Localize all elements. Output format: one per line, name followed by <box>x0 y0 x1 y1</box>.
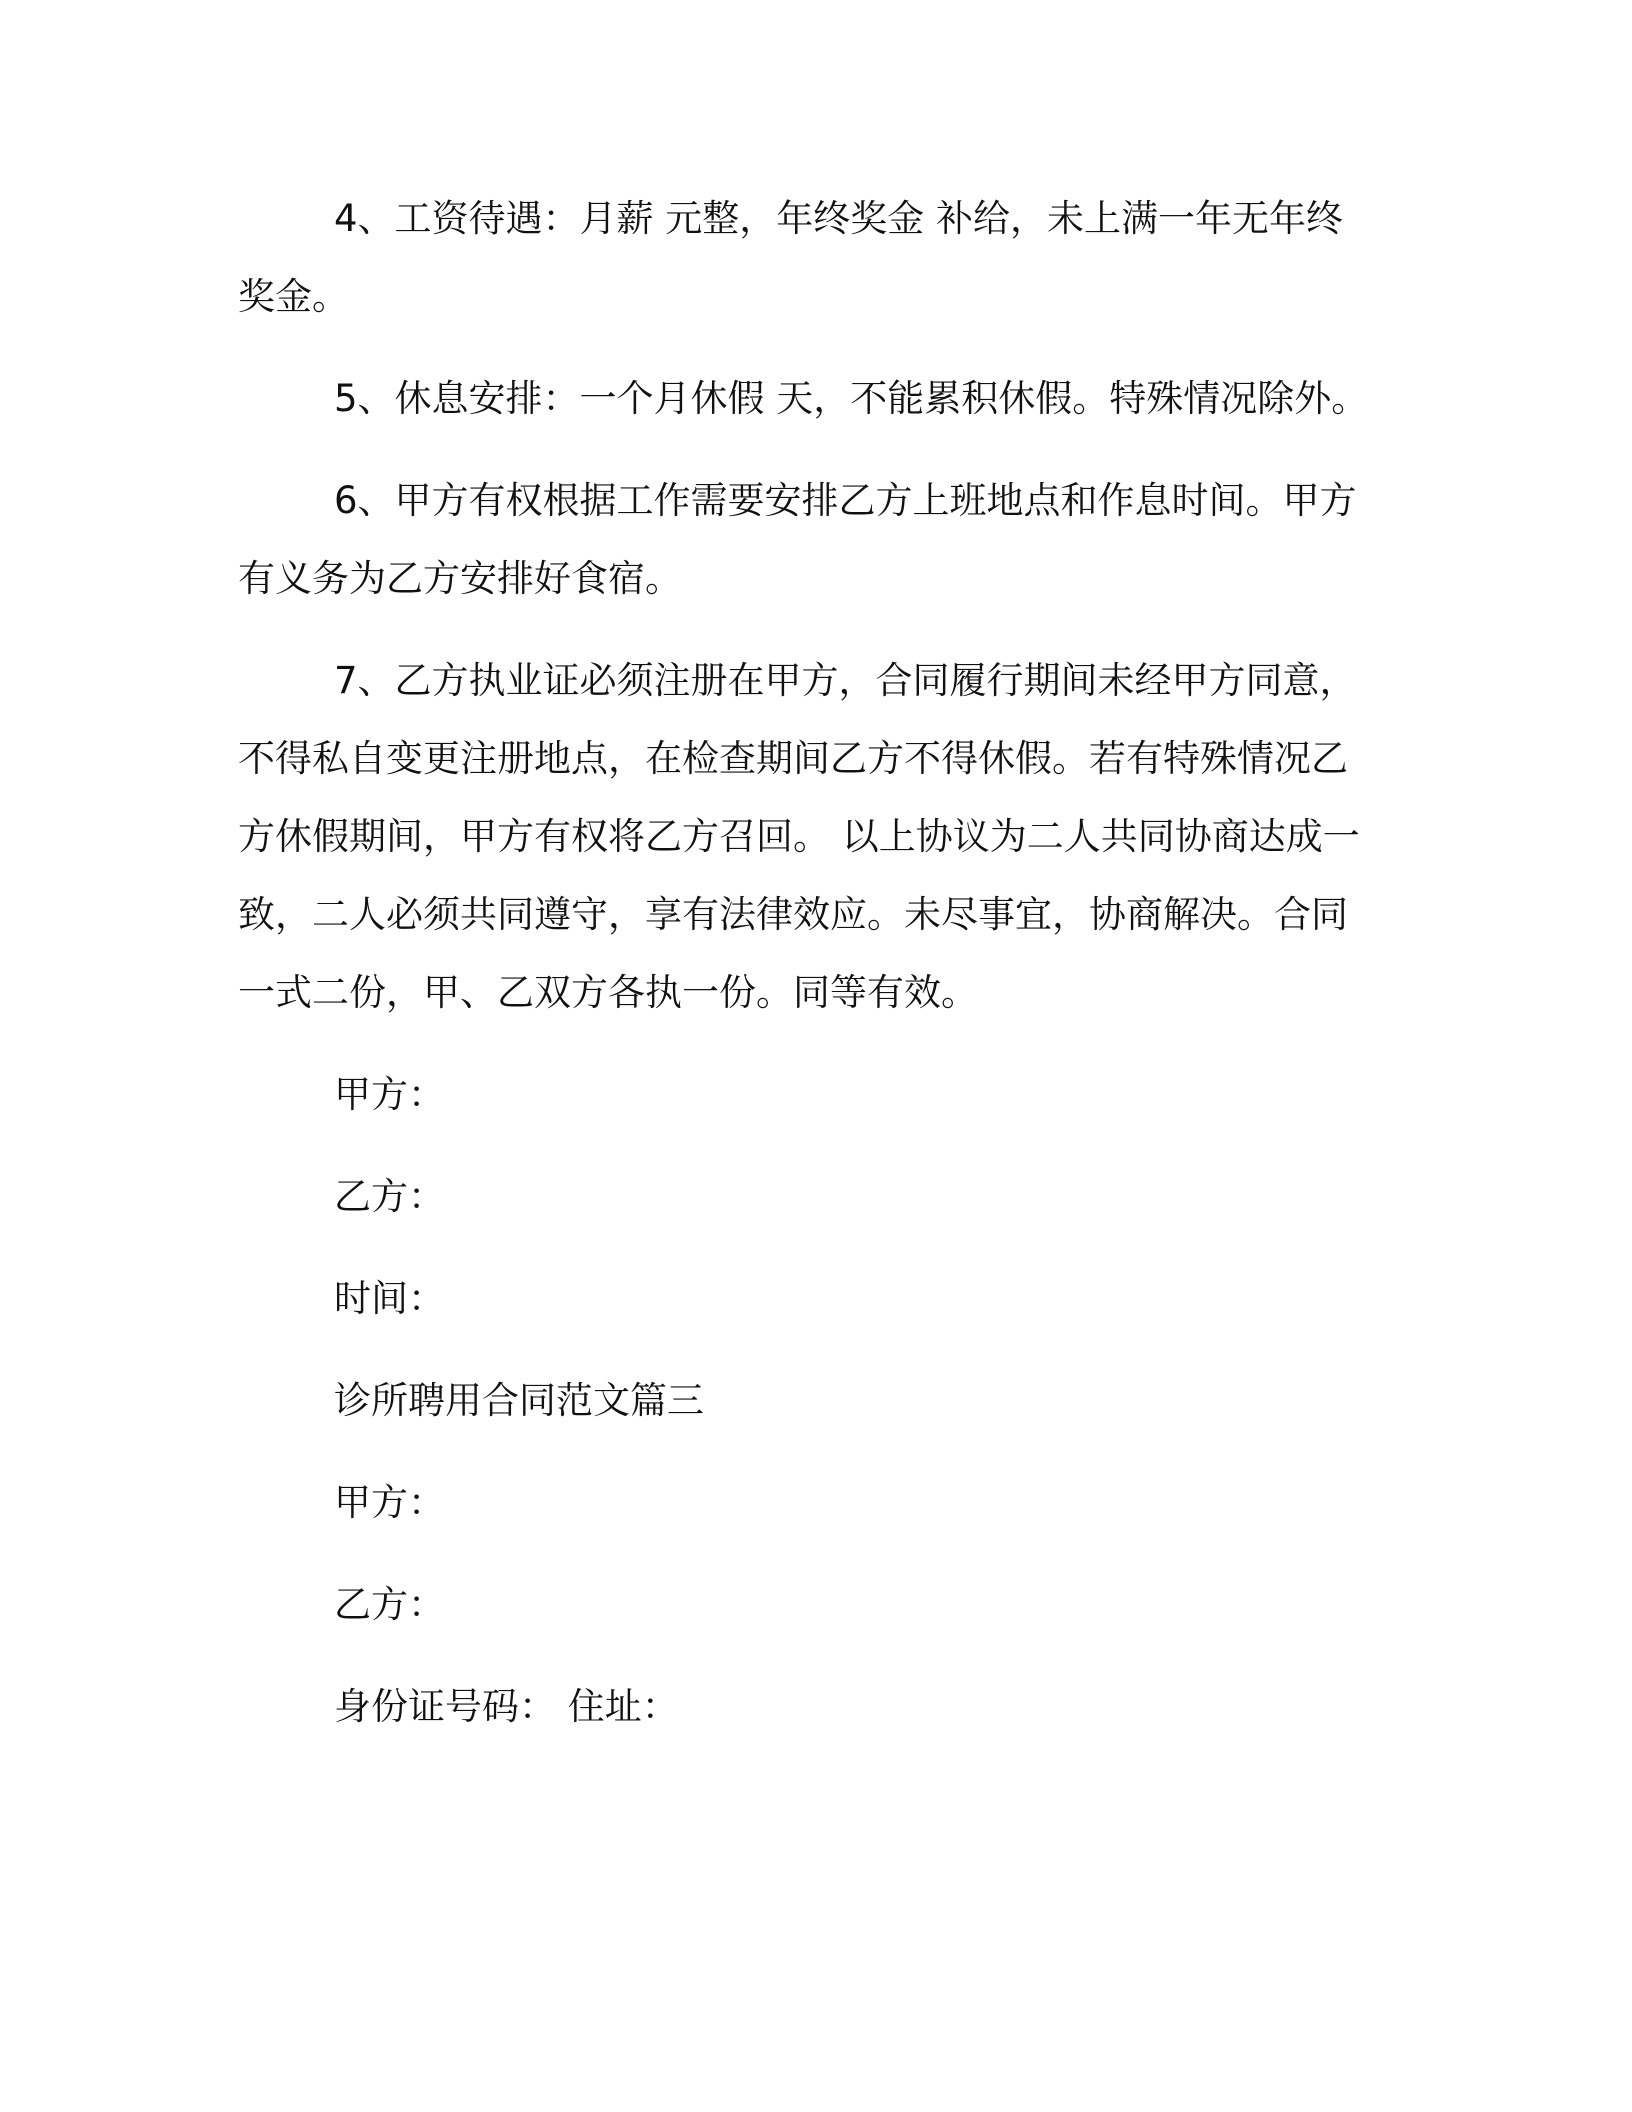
clause-5-rest: 5、休息安排：一个月休假 天，不能累积休假。特殊情况除外。 <box>334 377 1369 420</box>
section-title: 诊所聘用合同范文篇三 <box>334 1379 704 1422</box>
clause-7-license: 7、乙方执业证必须注册在甲方，合同履行期间未经甲方同意，不得私自变更注册地点，在检查期间乙方不得休假。若有特殊情况乙方休假期间，甲方有权将乙方召回。 以上协议为二人共同协商达成一致，二人必须共同遵守，享有法律效应。未尽事宜，协商解决。合同一式二份，甲、乙双方各执一份。同等有效。 <box>238 659 1360 1014</box>
document-body <box>238 180 1380 1770</box>
signature-party-b: 乙方： <box>334 1175 445 1218</box>
section-id-address: 身份证号码： 住址： <box>334 1685 679 1728</box>
signature-time: 时间： <box>334 1277 445 1320</box>
signature-party-a: 甲方： <box>334 1073 445 1116</box>
clause-6-arrangement: 6、甲方有权根据工作需要安排乙方上班地点和作息时间。甲方有义务为乙方安排好食宿。 <box>238 479 1357 600</box>
clause-4-salary: 4、工资待遇：月薪 元整，年终奖金 补给，未上满一年无年终奖金。 <box>238 197 1344 318</box>
section-party-b: 乙方： <box>334 1583 445 1626</box>
section-party-a: 甲方： <box>334 1481 445 1524</box>
